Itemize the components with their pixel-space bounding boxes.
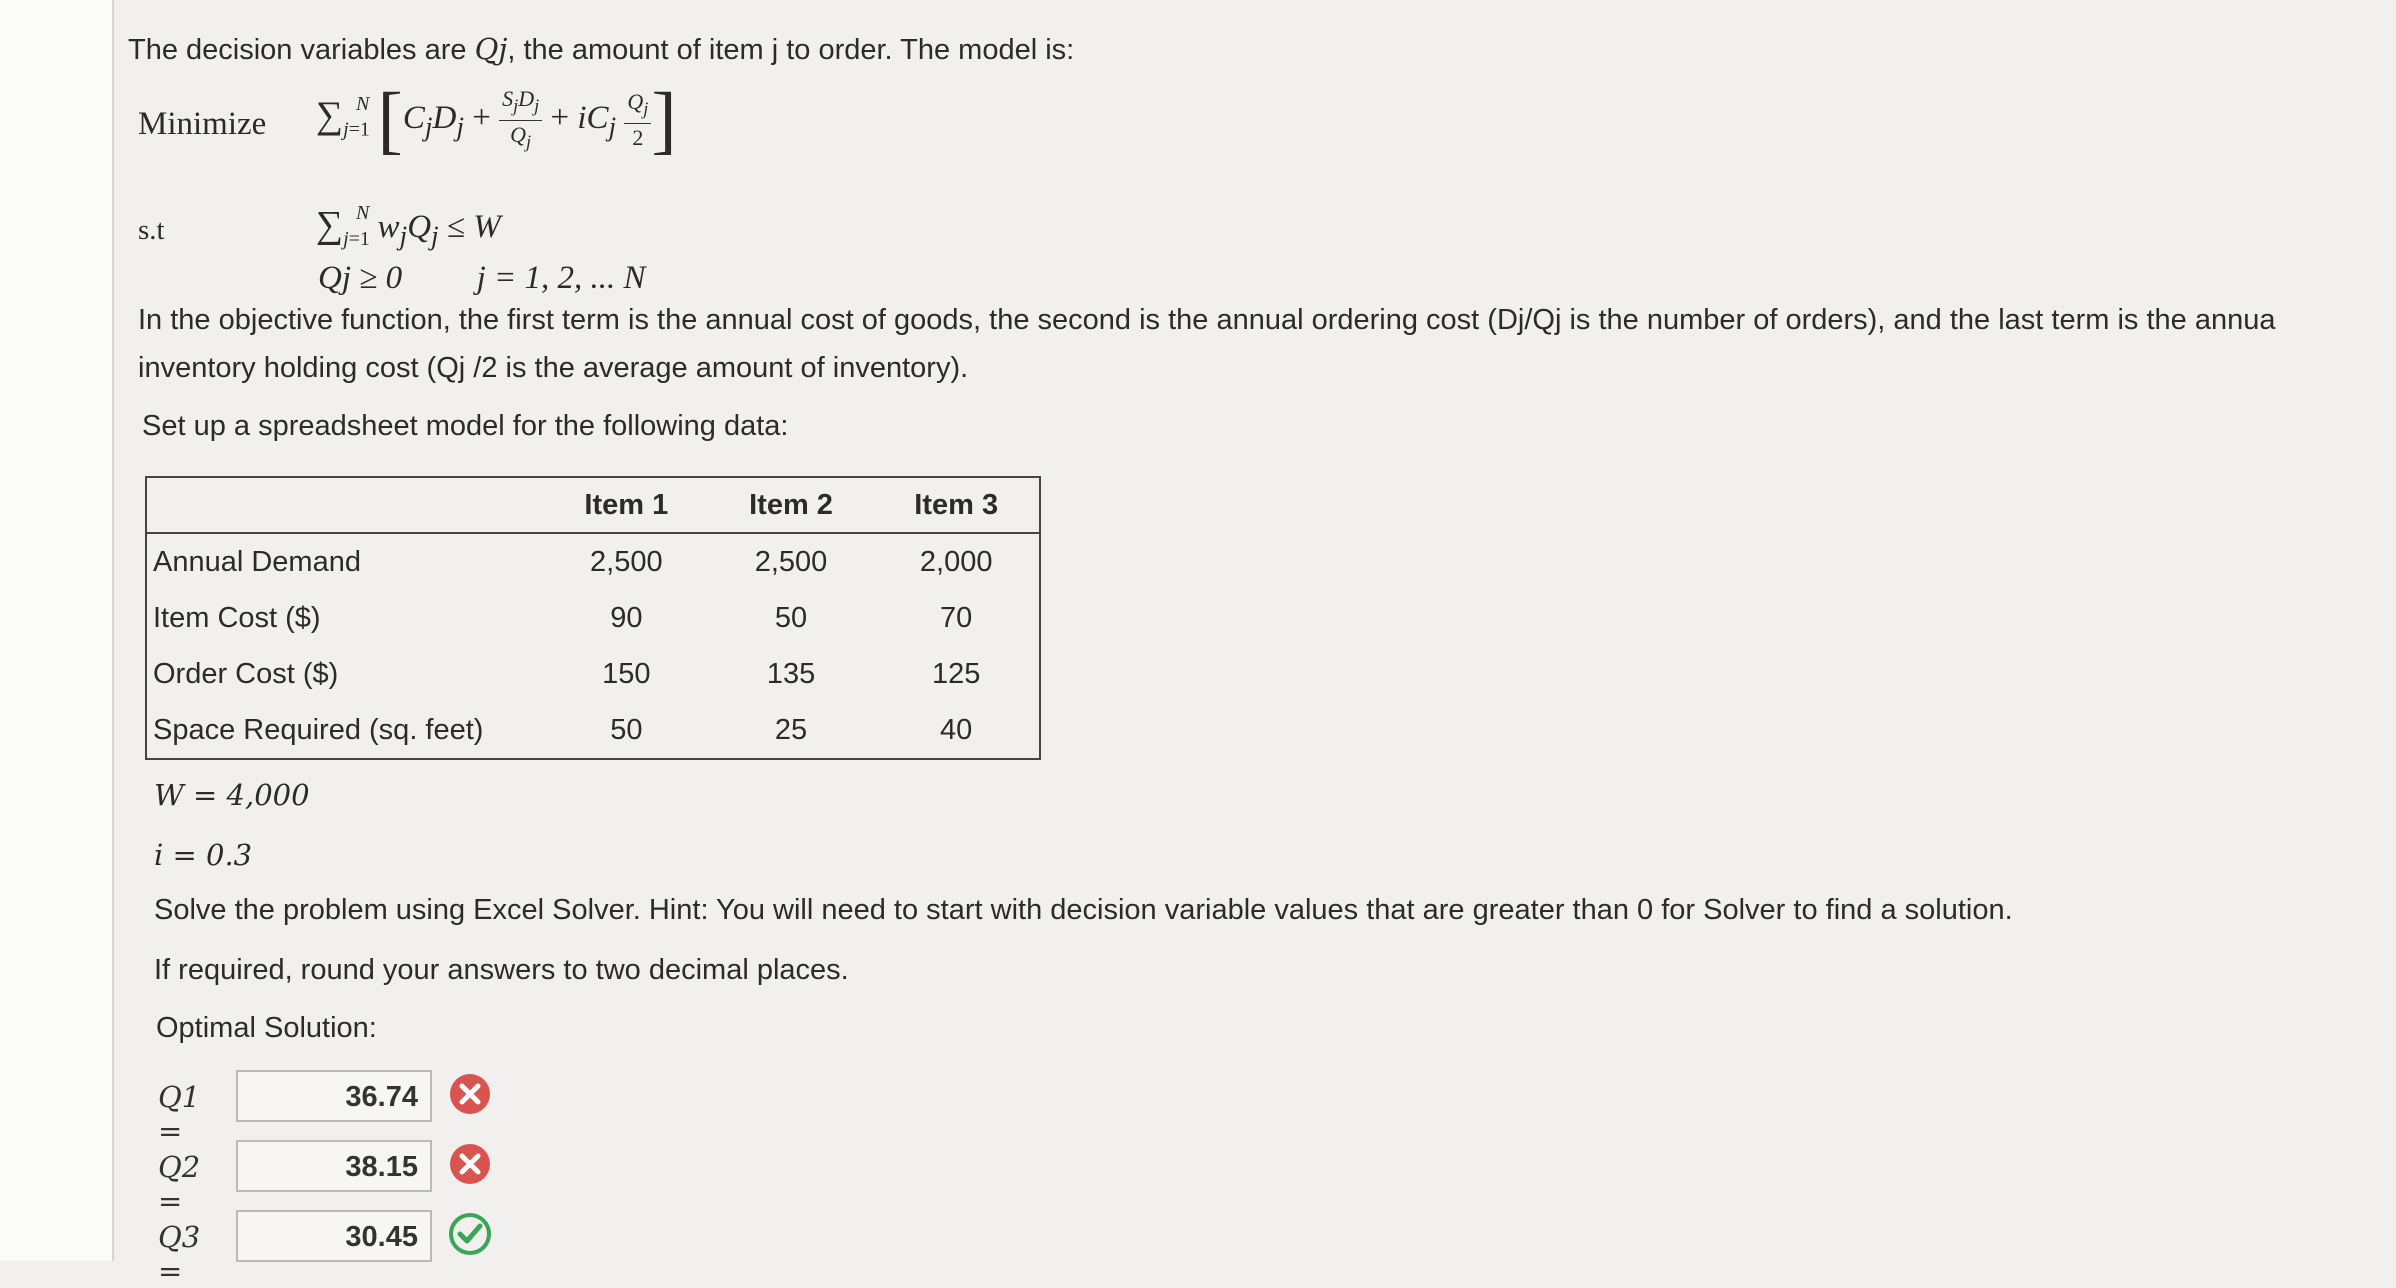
check-circle-icon [448,1212,492,1256]
row-label: Annual Demand [153,545,361,578]
table-header-cell: Item 2 [709,477,874,533]
table-cell: 40 [940,713,973,746]
param-i: i = 0.3 [154,838,253,872]
explanation-line-2: inventory holding cost (Qj /2 is the average amount of inventory). [138,352,969,384]
x-circle-icon [448,1072,492,1116]
param-w: W = 4,000 [154,778,310,812]
rounding-instructions: If required, round your answers to two decimal places. [154,954,849,986]
objective-expression: $\sum_{j=1}^N$ [$C_jD_j$ + $\frac{S_jD_j}{Q_j}$ + $iC_j$ $\frac{Q_j}{2}$ ] [316,78,677,162]
table-header-cell: Item 1 [544,477,709,533]
row-label: Order Cost ($) [153,657,339,690]
table-cell: 150 [602,657,651,690]
x-circle-icon [448,1142,492,1186]
intro-text: The decision variables are Qj, the amount of item j to order. The model is: [128,32,1075,66]
data-table [145,476,1041,760]
table-header-cell [146,477,544,533]
table-cell: 135 [766,657,816,690]
table-cell: 2,000 [919,545,993,578]
q3-input[interactable]: 30.45 [236,1210,432,1262]
q1-label: Q1 = [158,1080,201,1148]
table-cell: 125 [931,657,981,690]
q2-input[interactable]: 38.15 [236,1140,432,1192]
table-cell: 90 [610,601,643,634]
objective-label: Minimize [138,106,267,142]
q3-label: Q3 = [158,1220,201,1288]
table-cell: 50 [774,601,808,634]
row-label: Space Required (sq. feet) [153,713,484,746]
solve-instructions: Solve the problem using Excel Solver. Hint: You will need to start with decision variable values that are greater than 0 for Solver to find a solution. [154,894,2013,926]
table-row [146,702,1040,759]
table-cell: 25 [774,713,808,746]
table-cell: 50 [610,713,643,746]
row-label: Item Cost ($) [153,601,321,634]
q2-label: Q2 = [158,1150,201,1218]
table-header-row [146,477,1040,533]
nonnegativity-constraint: Qj ≥ 0 j = 1, 2, ... N [318,260,646,296]
q1-input[interactable]: 36.74 [236,1070,432,1122]
setup-prompt: Set up a spreadsheet model for the following data: [142,410,789,442]
table-cell: 70 [940,601,973,634]
page-margin [0,0,114,1261]
table-row [146,533,1040,590]
table-cell: 2,500 [590,545,663,578]
table-cell: 2,500 [754,545,828,578]
table-header-cell: Item 3 [873,477,1040,533]
st-label: s.t [138,214,165,246]
optimal-solution-label: Optimal Solution: [156,1012,377,1044]
constraint-expression: $\sum_{j=1}^N$ $w_jQ_j \le W$ [316,202,501,251]
table-row [146,590,1040,646]
table-row [146,646,1040,702]
explanation-line-1: In the objective function, the first term is the annual cost of goods, the second is the annual ordering cost (Dj/Qj is the number of orders), and the last term is the annua [138,304,2276,336]
